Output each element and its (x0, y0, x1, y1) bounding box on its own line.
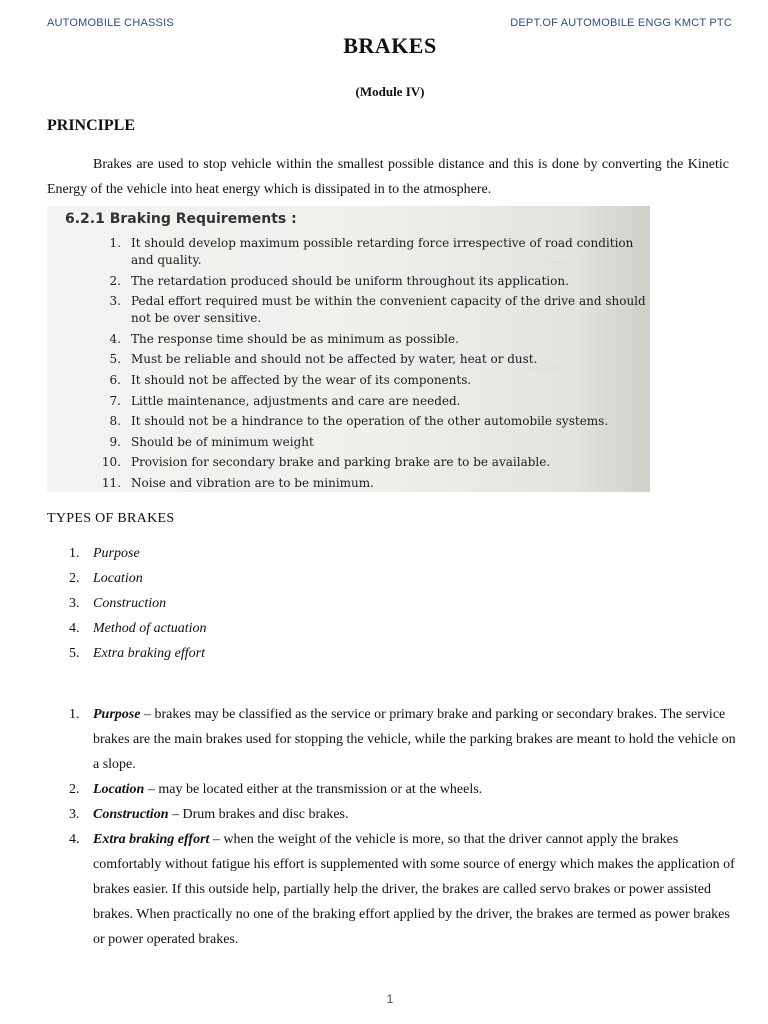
item-text: Little maintenance, adjustments and care are needed. (131, 393, 461, 408)
detail-term: Purpose (93, 707, 141, 722)
principle-paragraph: Brakes are used to stop vehicle within the smallest possible distance and this is done by converting the Kinetic Energy of the vehicle into heat energy which is dissipated in to the atmosphere. (47, 157, 729, 197)
item-text: Extra braking effort (93, 646, 205, 661)
item-text: It should develop maximum possible retarding force irrespective of road condition and quality. (131, 236, 634, 267)
item-text: Construction (93, 596, 167, 611)
bleed-through-decoration: ..... (547, 250, 567, 267)
item-number: 5. (69, 646, 80, 661)
item-number: 1. (109, 236, 121, 250)
item-number: 3. (69, 596, 80, 611)
detail-term: Location (93, 782, 145, 797)
item-number: 8. (109, 414, 121, 429)
list-item (47, 331, 646, 348)
item-text: The response time should be as minimum as possible. (131, 331, 459, 346)
detail-item-purpose (47, 702, 737, 777)
detail-term: Extra braking effort (93, 832, 210, 847)
item-number: 7. (109, 393, 121, 408)
item-text: Pedal effort required must be within the convenient capacity of the drive and should not be over sensitive. (131, 294, 646, 326)
list-item (47, 616, 207, 641)
item-number: 1. (69, 707, 80, 722)
list-item (47, 413, 646, 430)
detail-text: – brakes may be classified as the service or primary brake and parking or secondary brakes. The service brakes are the main brakes used for stopping the vehicle, while the parking brakes are meant to hold the vehicle on a slope. (93, 707, 736, 772)
item-text: Purpose (93, 546, 140, 561)
module-subtitle: (Module IV) (355, 84, 425, 99)
item-text: Location (93, 571, 143, 586)
header-left: AUTOMOBILE CHASSIS (47, 17, 174, 29)
page-title: BRAKES (343, 33, 437, 58)
bleed-through-decoration: ........ (527, 356, 559, 373)
list-item (47, 566, 207, 591)
item-number: 4. (109, 331, 121, 346)
detail-term: Construction (93, 807, 169, 822)
principle-heading: PRINCIPLE (47, 117, 136, 134)
list-item (47, 293, 646, 327)
detail-text: – Drum brakes and disc brakes. (168, 807, 349, 822)
detail-text: – may be located either at the transmission or at the wheels. (144, 782, 483, 797)
item-number: 11. (101, 475, 121, 490)
list-item (47, 541, 207, 566)
item-number: 2. (109, 273, 121, 288)
list-item (47, 393, 646, 410)
detail-item-location (47, 777, 737, 802)
item-text: Noise and vibration are to be minimum. (131, 475, 374, 490)
item-number: 3. (109, 294, 121, 309)
list-item (47, 273, 646, 290)
item-number: 6. (109, 372, 121, 387)
item-number: 1. (69, 546, 80, 561)
detail-item-construction (47, 802, 737, 827)
item-text: Method of actuation (93, 621, 207, 636)
item-number: 4. (69, 832, 80, 847)
scan-heading: 6.2.1 Braking Requirements : (65, 211, 297, 227)
list-item (47, 641, 207, 666)
list-item (47, 434, 646, 451)
list-item (47, 235, 646, 269)
types-list (47, 541, 207, 666)
list-item (47, 591, 207, 616)
item-text: Must be reliable and should not be affected by water, heat or dust. (131, 352, 538, 367)
item-number: 4. (69, 621, 80, 636)
item-text: The retardation produced should be uniform throughout its application. (131, 273, 569, 288)
header-right: DEPT.OF AUTOMOBILE ENGG KMCT PTC (510, 17, 732, 29)
item-text: It should not be affected by the wear of its components. (131, 372, 472, 387)
scanned-requirements-image (47, 206, 650, 492)
requirements-list (47, 235, 646, 492)
item-number: 2. (69, 571, 80, 586)
list-item (47, 372, 646, 389)
item-number: 2. (69, 782, 80, 797)
types-heading: TYPES OF BRAKES (47, 511, 175, 526)
item-number: 10. (101, 455, 121, 470)
item-text: Should be of minimum weight (131, 434, 314, 449)
item-number: 9. (109, 434, 121, 449)
list-item (47, 475, 646, 492)
details-list (47, 702, 737, 952)
item-number: 3. (69, 807, 80, 822)
page-number: 1 (386, 992, 394, 1006)
item-text: Provision for secondary brake and parking brake are to be available. (131, 455, 551, 470)
list-item (47, 454, 646, 471)
item-text: It should not be a hindrance to the operation of the other automobile systems. (131, 414, 609, 429)
item-number: 5. (109, 352, 121, 367)
detail-item-extra-braking-effort (47, 827, 737, 952)
list-item (47, 351, 646, 368)
detail-text: – when the weight of the vehicle is more, so that the driver cannot apply the brakes comfortably without fatigue his effort is supplemented with some source of energy which makes the application of brakes easier. If this outside help, partially help the driver, the brakes are called servo brakes or power assisted brakes. When practically no one of the braking effort applied by the driver, the brakes are termed as power brakes or power operated brakes. (93, 832, 735, 947)
